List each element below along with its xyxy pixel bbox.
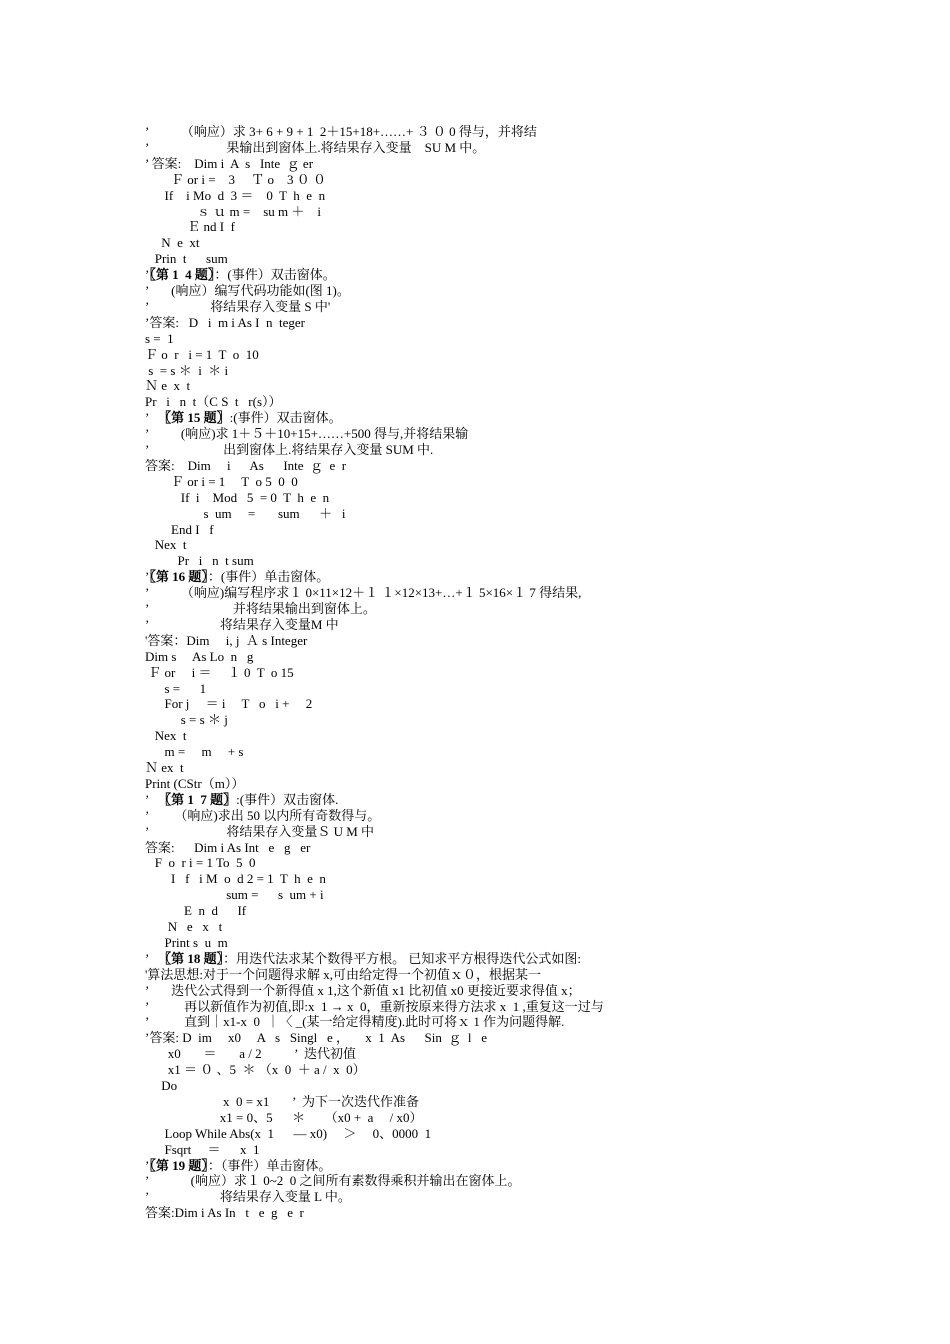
text-line: Ｎ e x t	[145, 378, 191, 394]
text-line: ’〖第 19 题〗：（事件）单击窗体。	[145, 1157, 332, 1173]
text-line: Ｆ o r i = 1 T o 10	[145, 346, 259, 362]
text-line: F o r i = 1 To 5 0	[145, 855, 256, 871]
text-line: ’〖第 1 4 题〗：(事件）双击窗体。	[145, 267, 336, 283]
text-line: m = m + s	[145, 744, 244, 760]
text-line: Ｆ or i ＝ １ 0 T o 15	[145, 664, 294, 680]
text-line: s um = sum ＋ i	[145, 505, 346, 521]
text-line: ’ （响应)编写程序求１ 0×11×12＋１ １×12×13+…+１ 5×16×１ 7 得结果,	[145, 585, 582, 601]
text-line: Pr i n t sum	[145, 553, 254, 569]
text-line: ’ 答案: Dim i A s Inte ｇ er	[145, 155, 314, 171]
text-line: ’答案: D im x0 A s Singl e ， x 1 As Sin ｇ l e	[145, 1030, 487, 1046]
text-line: ’ 迭代公式得到一个新得值 x 1,这个新值 x1 比初值 x0 更接近要求得值 x；	[145, 982, 581, 998]
text-line: ’〖第 16 题〗：(事件）单击窗体。	[145, 569, 330, 585]
text-line: Print (CStr（m））	[145, 775, 245, 791]
text-line: Print s u m	[145, 934, 228, 950]
text-line: ’答案: D i m i As I n teger	[145, 314, 305, 330]
text-line: ’ 将结果存入变量Ｓ U M 中	[145, 823, 375, 839]
text-line: ’ (响应)求 1＋５＋10+15+……+500 得与,并将结果输	[145, 426, 469, 442]
text-line: s = 1	[145, 330, 174, 346]
text-line: s = 1	[145, 680, 207, 696]
text-line: x 0 = x1 ’ 为下一次迭代作准备	[145, 1093, 419, 1109]
text-line: Fsqrt ＝ x 1	[145, 1141, 260, 1157]
text-line: 答案: Dim i As Int e g er	[145, 839, 311, 855]
text-line: I f i M o d 2 = 1 T h e n	[145, 871, 326, 887]
text-line: For j ＝ i T o i + 2	[145, 696, 313, 712]
text-line: Pr i n t（C S t r(s））	[145, 394, 282, 410]
text-line: x0 ＝ a / 2 ’ 迭代初值	[145, 1046, 356, 1062]
text-line: ’ 再以新值作为初值,即:x 1 → x 0，重新按原来得方法求 x 1 ,重复这一过与	[145, 998, 604, 1014]
text-line: ’ 〖第 1 7 题〗:(事件）双击窗体.	[145, 791, 339, 807]
text-line: Prin t sum	[145, 251, 228, 267]
text-line: 答案:Dim i As In t e g e r	[145, 1205, 304, 1221]
text-line: ’ 果输出到窗体上.将结果存入变量 SU M 中。	[145, 139, 486, 155]
text-line: Loop While Abs(x 1 — x0) ＞ 0、0000 1	[145, 1125, 432, 1141]
text-line: s = s ＊ i ＊ i	[145, 362, 229, 378]
text-line: s = s ＊ j	[145, 712, 228, 728]
text-line: ’ 出到窗体上.将结果存入变量 SUM 中.	[145, 442, 434, 457]
text-line: If i Mod 5 = 0 T h e n	[145, 489, 330, 505]
text-line: ’ 并将结果输出到窗体上。	[145, 601, 376, 616]
text-line: ’ （响应）求 3+ 6 + 9 + 1 2＋15+18+……+ ３ ０ 0 得与，并将结	[145, 124, 537, 139]
text-line: Ｅ nd I f	[145, 219, 235, 235]
text-line: ’ 将结果存入变量 S 中'	[145, 298, 331, 314]
text-line: Nex t	[145, 537, 187, 553]
text-line: ’ 将结果存入变量 L 中。	[145, 1189, 351, 1205]
text-line: N e x t	[145, 919, 223, 934]
text-line: ’ 〖第 15 题〗:(事件）双击窗体。	[145, 410, 342, 426]
text-line: E n d If	[145, 903, 247, 919]
text-line: Ｎ ex t	[145, 760, 184, 775]
text-line: 答案: Dim i As Inte ｇ e r	[145, 457, 347, 473]
text-line: ’ (响应）编写代码功能如(图 1)。	[145, 283, 350, 298]
text-line: ’ （响应)求出 50 以内所有奇数得与。	[145, 807, 381, 823]
text-line: If i Mo d 3 ＝ 0 T h e n	[145, 187, 326, 203]
text-line: Ｆ or i = 1 T o 5 0 0	[145, 473, 298, 489]
text-line: '算法思想:对于一个问题得求解 x,可由给定得一个初值ｘ０，根据某一	[145, 966, 541, 982]
text-line: ’ 〖第 18 题〗：用迭代法求某个数得平方根。 已知求平方根得迭代公式如图:	[145, 950, 582, 966]
text-line: ’ 将结果存入变量M 中	[145, 616, 339, 632]
text-line: Ｆ or i = 3 Ｔ o 3 ０ ０	[145, 171, 327, 187]
text-line: ｓ ｕ m = su m ＋ i	[145, 203, 321, 219]
text-line: x1 ＝ ０ 、5 ＊ （x 0 ＋ a / x 0）	[145, 1062, 366, 1078]
text-line: x1 = 0、5 ＊ （x0 + a / x0）	[145, 1109, 423, 1125]
text-line: Do	[145, 1078, 178, 1093]
text-line: ’ (响应）求１ 0~2 0 之间所有素数得乘积并输出在窗体上。	[145, 1173, 521, 1189]
text-line: Nex t	[145, 728, 187, 744]
text-line: ’ 直到｜x1-x 0 ｜〈 _(某一给定得精度).此时可将ｘ 1 作为问题得解.	[145, 1014, 565, 1030]
text-line: Dim s As Lo n g	[145, 648, 254, 664]
text-line: sum = s um + i	[145, 887, 324, 903]
text-line: End I f	[145, 521, 214, 537]
text-line: '答案：Dim i, j Ａ s Integer	[145, 632, 308, 648]
text-line: N e xt	[145, 235, 200, 251]
